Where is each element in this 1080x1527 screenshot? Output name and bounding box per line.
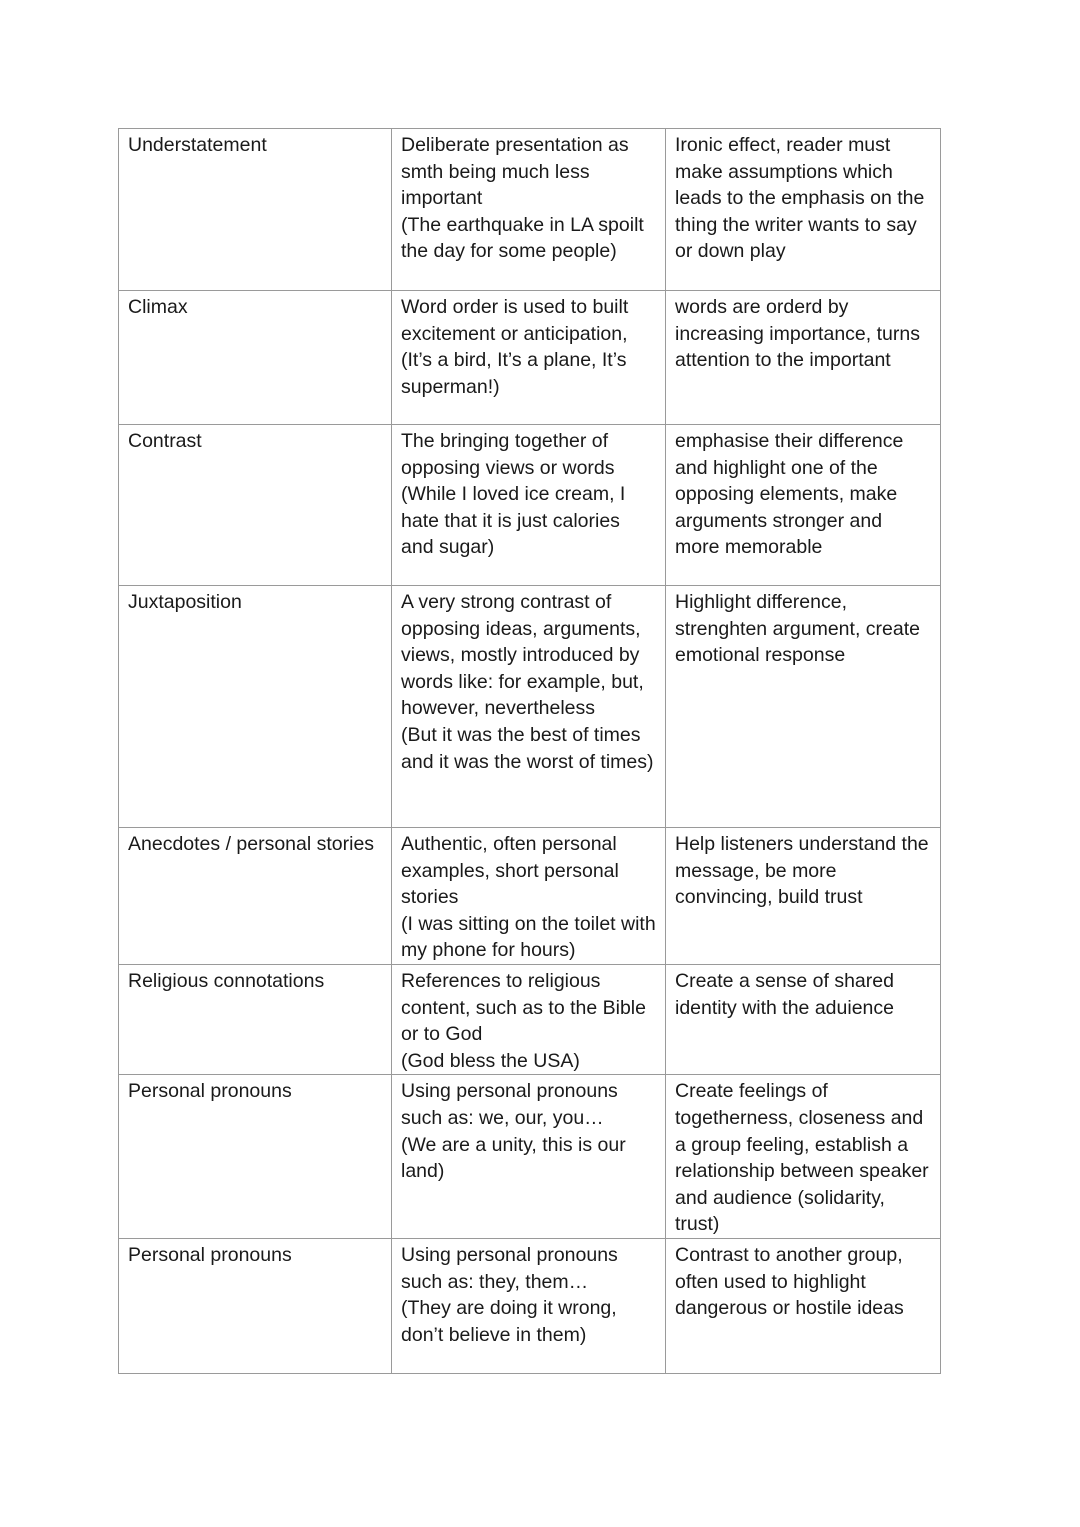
table-row bbox=[119, 129, 941, 291]
table-row bbox=[119, 291, 941, 425]
effect-cell: Create feelings of togetherness, closeness and a group feeling, establish a relationship between speaker and audience (solidarity, trust) bbox=[666, 1075, 941, 1239]
table-row bbox=[119, 425, 941, 586]
table-row bbox=[119, 1075, 941, 1239]
device-name-cell: Religious connotations bbox=[119, 964, 392, 1074]
device-name-cell: Contrast bbox=[119, 425, 392, 586]
table-row bbox=[119, 964, 941, 1074]
rhetorical-devices-table bbox=[118, 128, 941, 1374]
definition-cell: The bringing together of opposing views or words (While I loved ice cream, I hate that it is just calories and sugar) bbox=[392, 425, 666, 586]
definition-cell: Authentic, often personal examples, short personal stories (I was sitting on the toilet with my phone for hours) bbox=[392, 828, 666, 965]
definition-cell: Using personal pronouns such as: we, our, you… (We are a unity, this is our land) bbox=[392, 1075, 666, 1239]
device-name-cell: Personal pronouns bbox=[119, 1075, 392, 1239]
definition-cell: A very strong contrast of opposing ideas, arguments, views, mostly introduced by words like: for example, but, however, nevertheless (But it was the best of times and it was the worst of times) bbox=[392, 586, 666, 828]
effect-cell: Contrast to another group, often used to highlight dangerous or hostile ideas bbox=[666, 1238, 941, 1373]
device-name-cell: Personal pronouns bbox=[119, 1238, 392, 1373]
device-name-cell: Understatement bbox=[119, 129, 392, 291]
effect-cell: Highlight difference, strenghten argument, create emotional response bbox=[666, 586, 941, 828]
definition-cell: Using personal pronouns such as: they, them… (They are doing it wrong, don’t believe in them) bbox=[392, 1238, 666, 1373]
definition-cell: Word order is used to built excitement or anticipation, (It’s a bird, It’s a plane, It’s superman!) bbox=[392, 291, 666, 425]
device-name-cell: Juxtaposition bbox=[119, 586, 392, 828]
definition-cell: Deliberate presentation as smth being much less important (The earthquake in LA spoilt the day for some people) bbox=[392, 129, 666, 291]
effect-cell: Create a sense of shared identity with the aduience bbox=[666, 964, 941, 1074]
table-row bbox=[119, 586, 941, 828]
effect-cell: Ironic effect, reader must make assumptions which leads to the emphasis on the thing the writer wants to say or down play bbox=[666, 129, 941, 291]
effect-cell: emphasise their difference and highlight one of the opposing elements, make arguments stronger and more memorable bbox=[666, 425, 941, 586]
device-name-cell: Anecdotes / personal stories bbox=[119, 828, 392, 965]
definition-cell: References to religious content, such as to the Bible or to God (God bless the USA) bbox=[392, 964, 666, 1074]
table-row bbox=[119, 1238, 941, 1373]
device-name-cell: Climax bbox=[119, 291, 392, 425]
effect-cell: words are orderd by increasing importance, turns attention to the important bbox=[666, 291, 941, 425]
effect-cell: Help listeners understand the message, be more convincing, build trust bbox=[666, 828, 941, 965]
table-row bbox=[119, 828, 941, 965]
